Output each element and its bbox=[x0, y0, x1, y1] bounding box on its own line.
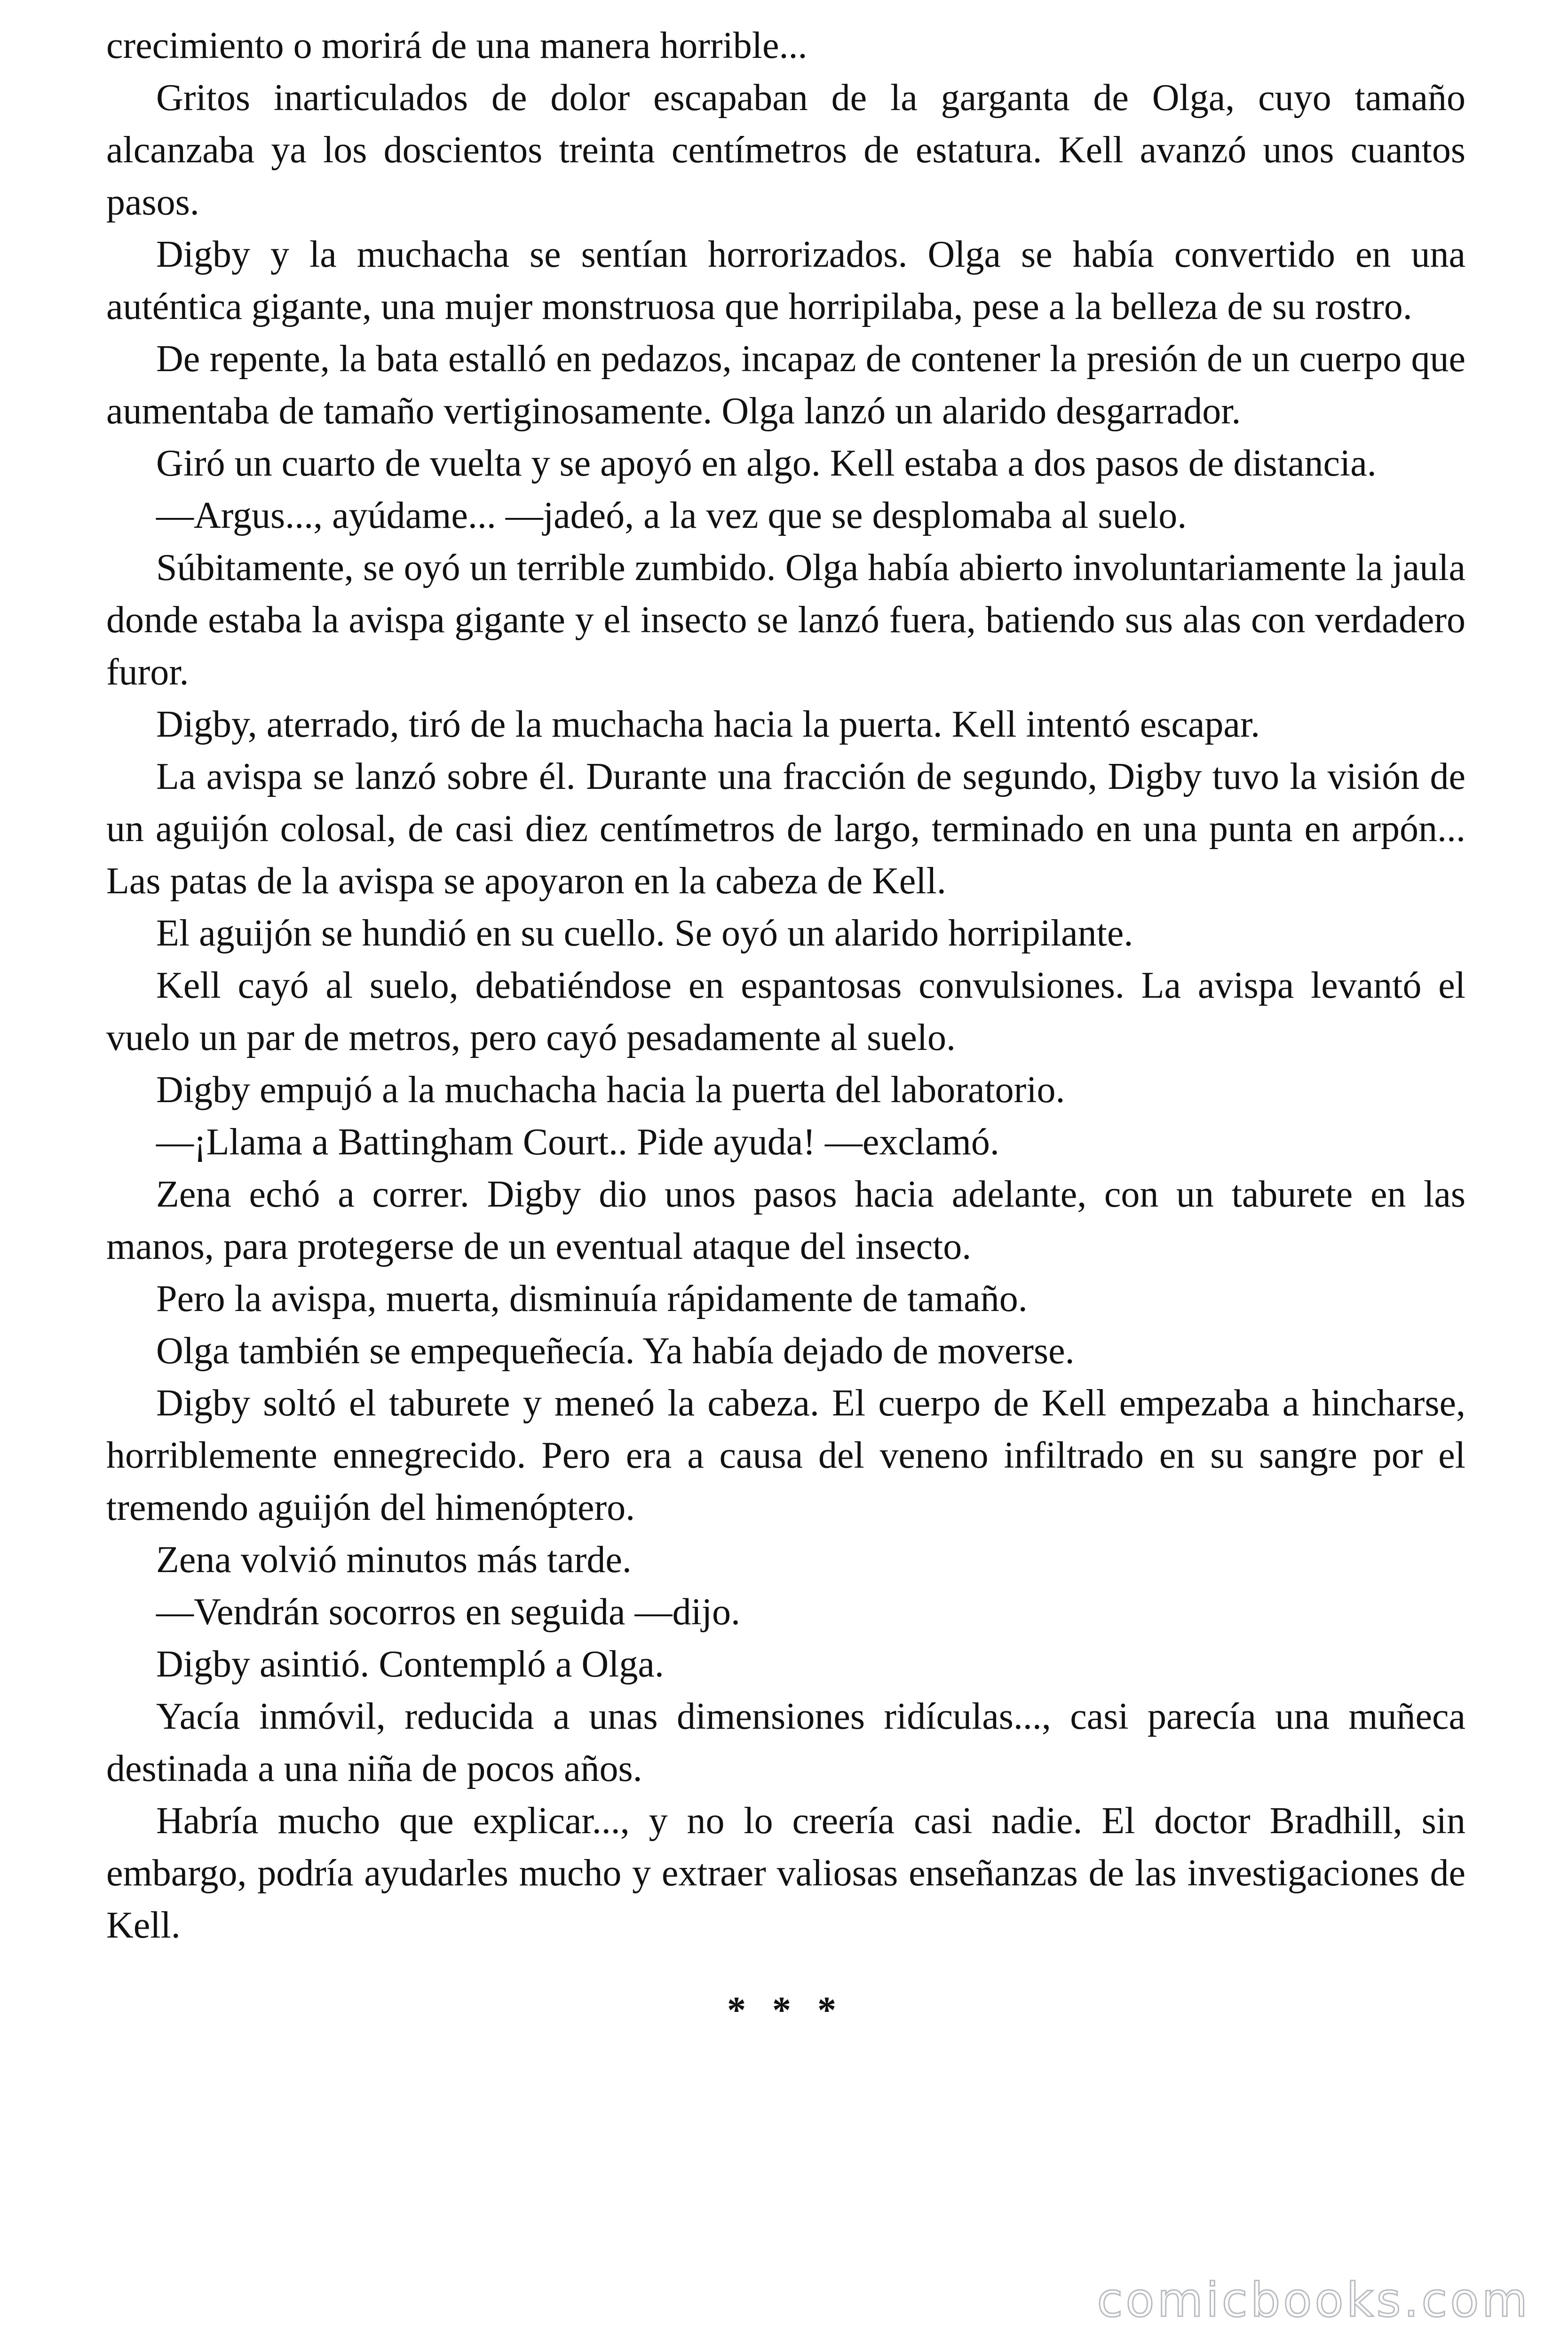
paragraph: Súbitamente, se oyó un terrible zumbido. Olga había abierto involuntariamente la jaula donde estaba la avispa gigante y el insecto se lanzó fuera, batiendo sus alas con verdadero furor. bbox=[106, 547, 1465, 693]
paragraph: Yacía inmóvil, reducida a unas dimensiones ridículas..., casi parecía una muñeca destinada a una niña de pocos años. bbox=[106, 1696, 1465, 1789]
paragraph-continuation: crecimiento o morirá de una manera horrible... bbox=[106, 25, 808, 66]
paragraph: Digby soltó el taburete y meneó la cabeza. El cuerpo de Kell empezaba a hincharse, horriblemente ennegrecido. Pero era a causa del veneno infiltrado en su sangre por el tremendo aguijón del himenóptero. bbox=[106, 1383, 1465, 1528]
paragraph: El aguijón se hundió en su cuello. Se oyó un alarido horripilante. bbox=[156, 913, 1133, 954]
paragraph: —Argus..., ayúdame... —jadeó, a la vez que se desplomaba al suelo. bbox=[156, 495, 1187, 536]
book-page bbox=[106, 20, 1465, 2037]
paragraph: Gritos inarticulados de dolor escapaban de la garganta de Olga, cuyo tamaño alcanzaba ya los doscientos treinta centímetros de estatura. Kell avanzó unos cuantos pasos. bbox=[106, 77, 1465, 223]
section-separator: * * * bbox=[727, 1990, 845, 2031]
paragraph: Pero la avispa, muerta, disminuía rápidamente de tamaño. bbox=[156, 1278, 1028, 1319]
paragraph: Zena echó a correr. Digby dio unos pasos hacia adelante, con un taburete en las manos, para protegerse de un eventual ataque del insecto. bbox=[106, 1174, 1465, 1267]
paragraph: Giró un cuarto de vuelta y se apoyó en algo. Kell estaba a dos pasos de distancia. bbox=[156, 443, 1377, 484]
paragraph: La avispa se lanzó sobre él. Durante una fracción de segundo, Digby tuvo la visión de un aguijón colosal, de casi diez centímetros de largo, terminado en una punta en arpón... Las patas de la avispa se apoyaron en la cabeza de Kell. bbox=[106, 756, 1465, 902]
paragraph: Digby y la muchacha se sentían horrorizados. Olga se había convertido en una auténtica gigante, una mujer monstruosa que horripilaba, pese a la belleza de su rostro. bbox=[106, 234, 1465, 327]
paragraph: Olga también se empequeñecía. Ya había dejado de moverse. bbox=[156, 1330, 1075, 1372]
paragraph: Digby empujó a la muchacha hacia la puerta del laboratorio. bbox=[156, 1069, 1065, 1111]
paragraph: Habría mucho que explicar..., y no lo creería casi nadie. El doctor Bradhill, sin embargo, podría ayudarles mucho y extraer valiosas enseñanzas de las investigaciones de Kell. bbox=[106, 1800, 1465, 1946]
paragraph: Digby, aterrado, tiró de la muchacha hacia la puerta. Kell intentó escapar. bbox=[156, 704, 1260, 745]
watermark: comicbooks.com bbox=[1097, 2273, 1530, 2328]
paragraph: —¡Llama a Battingham Court.. Pide ayuda! —exclamó. bbox=[156, 1121, 999, 1163]
paragraph: Kell cayó al suelo, debatiéndose en espantosas convulsiones. La avispa levantó el vuelo un par de metros, pero cayó pesadamente al suelo. bbox=[106, 965, 1465, 1058]
paragraph: De repente, la bata estalló en pedazos, incapaz de contener la presión de un cuerpo que aumentaba de tamaño vertiginosamente. Olga lanzó un alarido desgarrador. bbox=[106, 338, 1465, 432]
paragraph: Digby asintió. Contempló a Olga. bbox=[156, 1644, 664, 1685]
paragraph: Zena volvió minutos más tarde. bbox=[156, 1539, 632, 1581]
paragraph: —Vendrán socorros en seguida —dijo. bbox=[156, 1591, 740, 1633]
